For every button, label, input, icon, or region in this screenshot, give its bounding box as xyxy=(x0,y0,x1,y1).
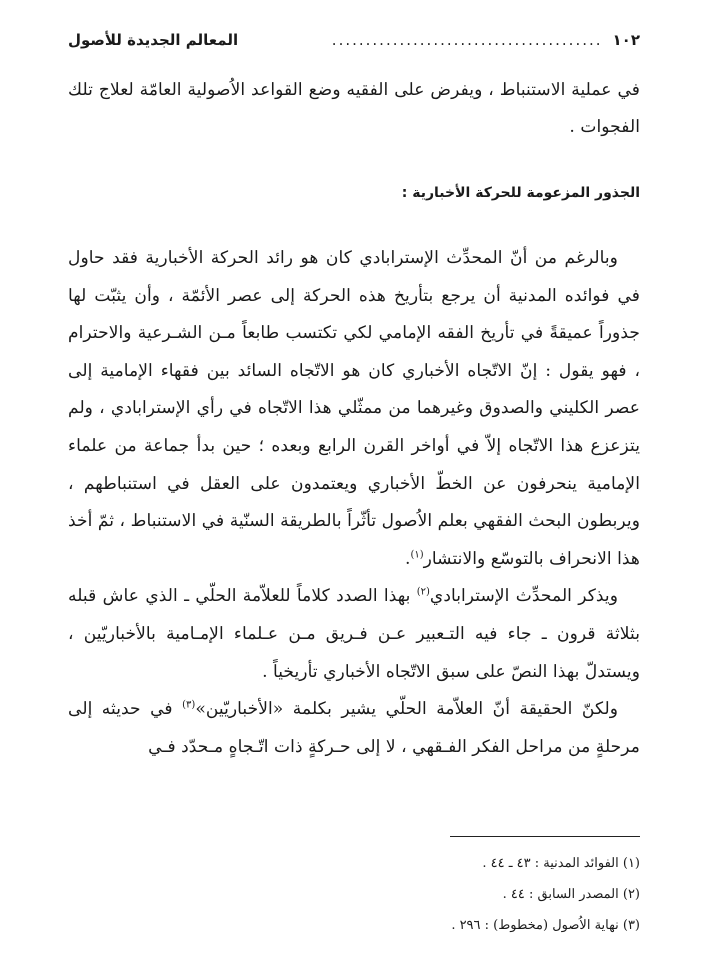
intro-paragraph-block xyxy=(68,72,640,146)
main-text xyxy=(68,240,640,766)
leader-dots: ........................................ xyxy=(331,31,603,49)
paragraph-3 xyxy=(68,691,640,766)
page-number: ١٠٢ xyxy=(612,31,640,49)
paragraph-1 xyxy=(68,240,640,578)
footnote-1: (١) الفوائد المدنية : ٤٣ ـ ٤٤ . xyxy=(482,856,640,871)
footnote-2: (٢) المصدر السابق : ٤٤ . xyxy=(502,887,640,902)
footnote-ref-1: (١) xyxy=(410,549,424,561)
paragraph-3-text-a: ولكنّ الحقيقة أنّ العلاّمة الحلّي يشير بكلمة «الأخباريّين» xyxy=(195,699,619,720)
paragraph-2-text-b: بهذا الصدد كلاماً للعلاّمة الحلّي ـ الذي عاش قبله بثلاثة قرون ـ جاء فيه التـعبير عـن فـريق مـن عـلماء الإمـامية بالأخباريّين ، ويستدلّ بهذا النصّ على سبق الاتّجاه الأخباري تأريخياً . xyxy=(68,586,640,682)
section-heading: الجذور المزعومة للحركة الأخبارية : xyxy=(401,185,640,201)
footnotes xyxy=(68,848,640,941)
intro-paragraph: في عملية الاستنباط ، ويفرض على الفقيه وضع القواعد الاُصولية العامّة لعلاج تلك الفجوات . xyxy=(68,80,640,138)
paragraph-1-end: . xyxy=(404,548,411,569)
book-title: المعالم الجديدة للأصول xyxy=(68,31,239,49)
paragraph-1-text: وبالرغم من أنّ المحدِّث الإسترابادي كان هو رائد الحركة الأخبارية فقد حاول في فوائده المدنية أن يرجع بتأريخ هذه الحركة إلى عصر الأئمّة ، وأن يثبّت لها جذوراً عميقةً في تأريخ الفقه الإمامي لكي تكتسب طابعاً مـن الشـرعية والاحترام ، فهو يقول : إنّ الاتّجاه الأخباري كان هو الاتّجاه السائد بين فقهاء الإمامية إلى عصر الكليني والصدوق وغيرهما من ممثّلي هذا الاتّجاه في رأي الإسترابادي ، ولم يتزعزع هذا الاتّجاه إلاّ في أواخر القرن الرابع وبعده ؛ حين بدأ جماعة من علماء الإمامية ينحرفون عن الخطّ الأخباري ويعتمدون على العقل في استنباطهم ، ويربطون البحث الفقهي بعلم الاُصول تأثّراً بالطريقة السنّية في الاستنباط ، ثمّ أخذ هذا الانحراف بالتوسّع والانتشار xyxy=(67,248,640,569)
footnote-ref-3: (٣) xyxy=(182,699,196,711)
footnote-3: (٣) نهاية الاُصول (مخطوط) : ٢٩٦ . xyxy=(451,918,640,933)
footnote-separator xyxy=(450,836,640,837)
footnote-ref-2: (٢) xyxy=(416,586,430,598)
paragraph-3-text-b: في حديثه إلى مرحلةٍ من مراحل الفكر الفـقهي ، لا إلى حـركةٍ ذات اتّـجاهٍ مـحدّد فـي xyxy=(68,699,640,757)
running-header xyxy=(68,28,640,52)
paragraph-2 xyxy=(68,578,640,691)
paragraph-2-text-a: ويذكر المحدِّث الإسترابادي xyxy=(429,586,618,607)
